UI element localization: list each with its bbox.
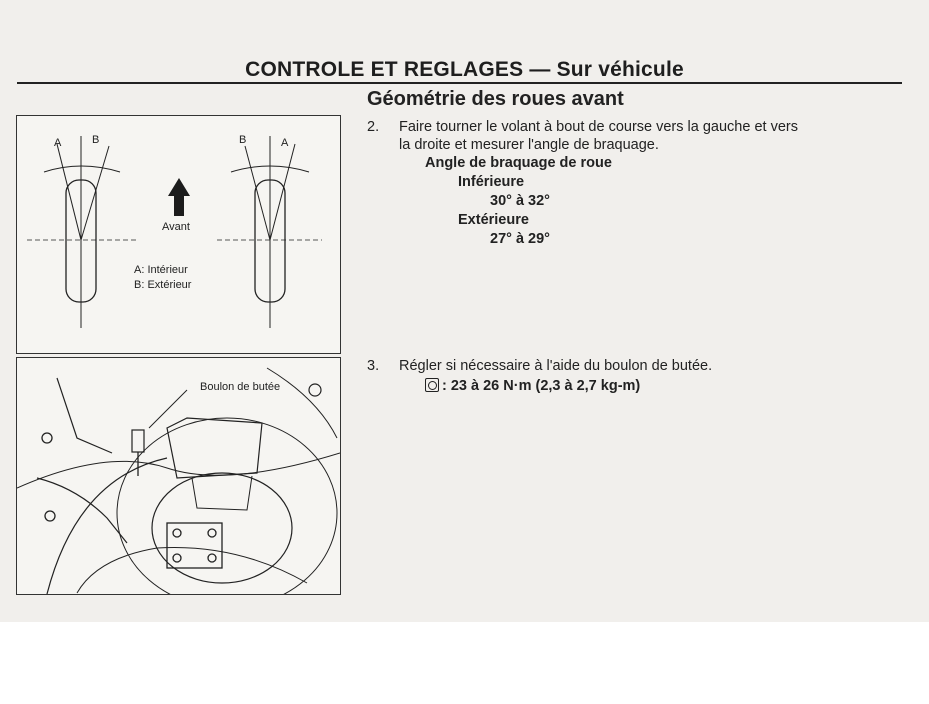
label-b-right: B — [239, 134, 247, 146]
legend-exterieur: B: Extérieur — [134, 279, 192, 291]
step-text-line-1: Faire tourner le volant à bout de course vers la gauche et vers — [399, 119, 798, 135]
torque-wrench-icon — [425, 378, 439, 392]
label-a-right: A — [281, 137, 289, 149]
arrow-label: Avant — [162, 221, 190, 233]
forward-arrow-icon — [168, 178, 190, 216]
left-wheel-drawing — [27, 136, 137, 328]
step-number: 2. — [367, 119, 380, 135]
step-number: 3. — [367, 358, 380, 374]
torque-spec — [425, 376, 640, 395]
step-text-line-2: la droite et mesurer l'angle de braquage. — [399, 137, 659, 153]
spec-inner-label: Inférieure — [458, 174, 525, 190]
section-title: Géométrie des roues avant — [367, 88, 624, 110]
step-text: Régler si nécessaire à l'aide du boulon de butée. — [399, 358, 713, 374]
stop-bolt-illustration — [16, 357, 341, 595]
right-wheel-drawing — [217, 136, 322, 328]
callout-marker-icon — [309, 384, 321, 396]
spec-outer-value: 27° à 29° — [490, 231, 550, 247]
label-a-left: A — [54, 137, 62, 149]
torque-value: : 23 à 26 N·m (2,3 à 2,7 kg-m) — [442, 378, 641, 394]
legend-interieur: A: Intérieur — [134, 264, 188, 276]
stop-bolt-callout: Boulon de butée — [200, 381, 281, 393]
steering-angle-diagram — [16, 115, 341, 354]
spec-inner-value: 30° à 32° — [490, 193, 550, 209]
spec-outer-label: Extérieure — [458, 212, 529, 228]
label-b-left: B — [92, 134, 100, 146]
page-header-title: CONTROLE ET REGLAGES — Sur véhicule — [245, 58, 684, 81]
spec-title: Angle de braquage de roue — [425, 155, 612, 171]
header-rule — [17, 82, 902, 84]
